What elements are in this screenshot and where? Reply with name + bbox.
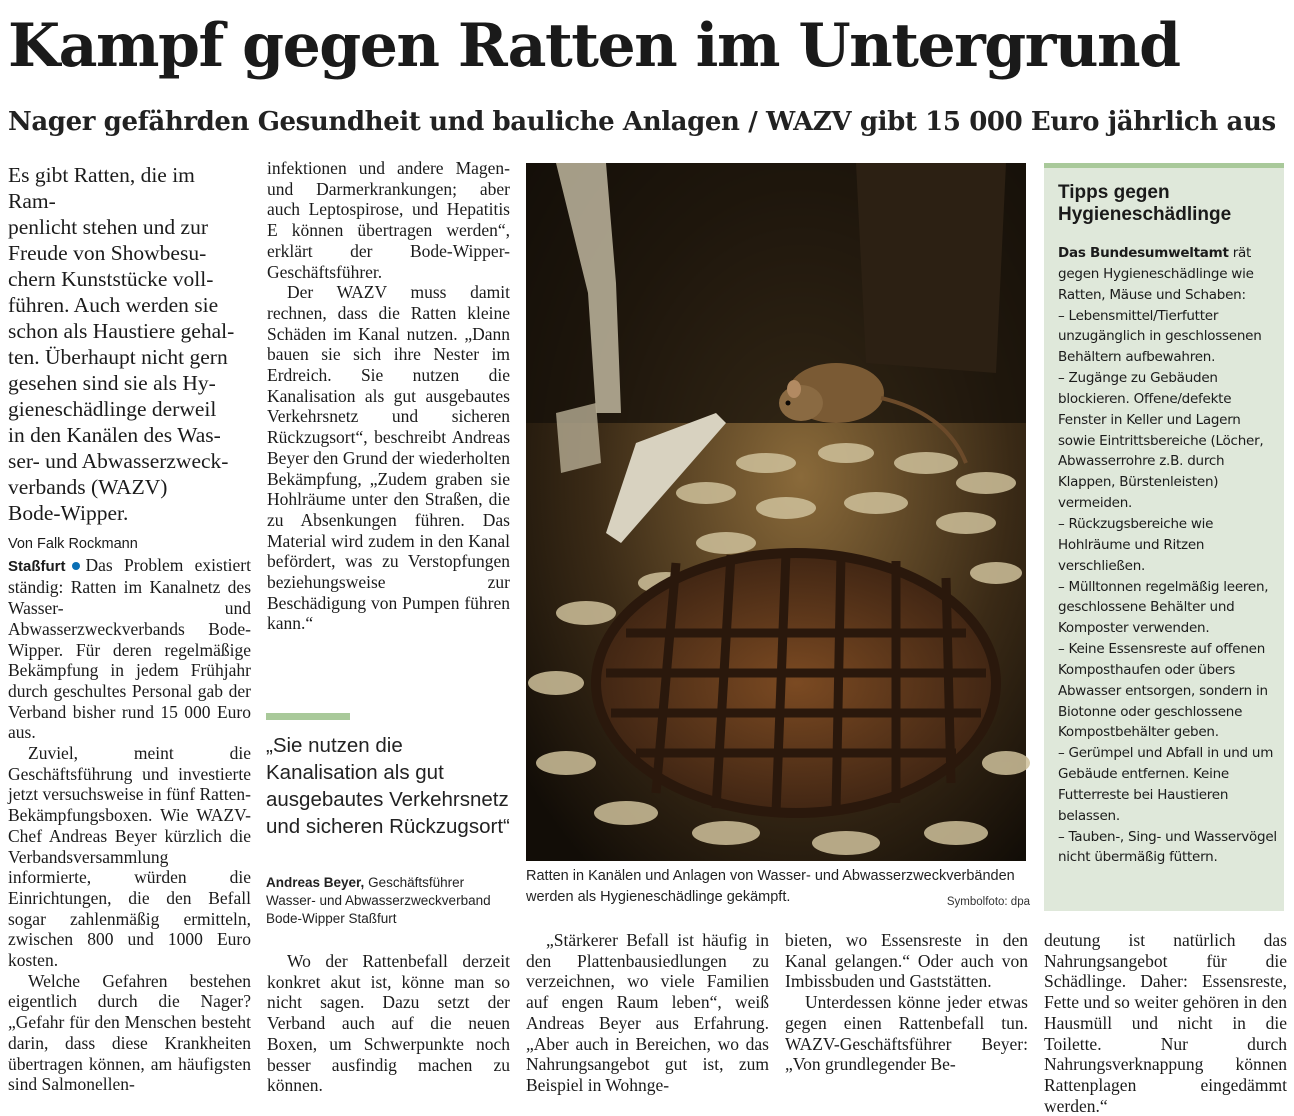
paragraph-text: bieten, wo Essensreste in den Kanal gelangen.“ Oder auch von Imbissbuden und Gaststätten. [785, 930, 1028, 992]
article-column-2-bottom [267, 951, 510, 1101]
article-column-1 [8, 534, 251, 1100]
headline: Kampf gegen Ratten im Untergrund [8, 11, 1180, 81]
article-paragraph [526, 930, 769, 1096]
article-paragraph [267, 282, 510, 634]
pullquote-accent-bar [266, 713, 350, 720]
tips-box-title: Tipps gegen Hygieneschädlinge [1058, 182, 1232, 225]
tips-list-item: – Mülltonnen regelmäßig leeren, geschlossene Behälter und Komposter verwenden. [1058, 578, 1269, 637]
paragraph-text: Das Problem existiert ständig: Ratten im Kanalnetz des Wasser- und Abwasserzweckverbands Bode-Wipper. Für deren regelmäßige Bekämpfung in jedem Frühjahr durch geschultes Personal gab der Verband bisher rund 15 000 Euro aus. [8, 554, 251, 743]
article-paragraph [8, 743, 251, 971]
pullquote-role: Geschäftsführer Wasser- und Abwasserzweckverband Bode-Wipper Staßfurt [266, 875, 491, 926]
subheadline: Nager gefährden Gesundheit und bauliche Anlagen / WAZV gibt 15 000 Euro jährlich aus [8, 107, 1276, 137]
lead-line: ser- und Abwasserzweck- [8, 449, 229, 473]
tips-list-item: – Lebensmittel/Tierfutter unzugänglich in geschlossenen Behältern aufbewahren. [1058, 307, 1262, 366]
paragraph-text: „Stärkerer Befall ist häufig in den Plattenbausiedlungen zu verzeichnen, wo viele Familien auf engen Raum leben“, weiß Andreas Beyer aus Erfahrung. „Aber auch in Bereichen, wo das Nahrungsangebot gut ist, zum Beispiel in Wohnge- [526, 930, 769, 1095]
byline: Von Falk Rockmann [8, 536, 138, 552]
article-column-2-top [267, 158, 510, 664]
lead-line: verbands (WAZV) [8, 475, 168, 499]
lead-line: gieneschädlinge derweil [8, 397, 217, 421]
paragraph-text: Welche Gefahren bestehen eigentlich durch die Nager? „Gefahr für den Menschen besteht darin, dass diese Krankheiten übertragen können, am häufigsten sind Salmonellen- [8, 970, 251, 1095]
tips-list-item: – Rückzugsbereiche wie Hohlräume und Ritzen verschließen. [1058, 515, 1214, 574]
lead-line: führen. Auch werden sie [8, 293, 219, 317]
paragraph-text: Wo der Rattenbefall derzeit konkret akut ist, könne man so nicht sagen. Dazu setzt der Verband auch auf die neuen Boxen, um Schwerpunkte noch besser ausfindig machen zu können. [267, 951, 510, 1096]
column-1-text [8, 555, 251, 1095]
lead-line: Freude von Showbesu- [8, 241, 207, 265]
paragraph-text: Der WAZV muss damit rechnen, dass die Ratten kleine Schäden im Kanal nutzen. „Dann bauen sie sich ihre Nester im Erdreich. Sie nutzen die Kanalisation als gut ausgebautes Verkehrsnetz und sicheren Rückzugsort“, beschreibt Andreas Beyer den Grund der wiederholten Bekämpfung, „Zudem graben sie Hohlräume unter den Straßen, die zu Absenkungen führen. Das Material wird zudem in den Kanal befördert, was zu Verstopfungen beziehungsweise zur Beschädigung von Pumpen führen kann.“ [267, 282, 510, 634]
tips-intro-text: rät gegen Hygieneschädlinge wie Ratten, Mäuse und Schaben: [1058, 245, 1254, 303]
paragraph-text: Zuviel, meint die Geschäftsführung und investierte jetzt versuchsweise in fünf Ratten-Bekämpfungsboxen. Wie WAZV-Chef Andreas Beyer kürzlich die Verbandsversammlung informierte, würden die Einrichtungen, die den Befall sogar zahlenmäßig ermitteln, zwischen 800 und 1000 Euro kosten. [8, 743, 251, 971]
photo-caption: Ratten in Kanälen und Anlagen von Wasser- und Abwasserzweckverbänden werden als Hygieneschädlinge gekämpft. [526, 868, 1015, 905]
article-paragraph [785, 992, 1028, 1075]
tips-list-item: – Keine Essensreste auf offenen Komposthaufen oder übers Abwasser entsorgen, sondern in Biotonne oder geschlossene Kompostbehälter geben. [1058, 641, 1268, 741]
tips-list [1058, 306, 1280, 869]
article-paragraph [785, 930, 1028, 992]
paragraph-text: infektionen und andere Magen- und Darmerkrankungen; aber auch Leptospirose, und Hepatitis E können übertragen werden“, erklärt der Bode-Wipper-Geschäftsführer. [267, 158, 510, 282]
paragraph-text: Unterdessen könne jeder etwas gegen einen Rattenbefall tun. WAZV-Geschäftsführer Beyer: „Von grundlegender Be- [785, 992, 1028, 1075]
tips-list-item: – Tauben-, Sing- und Wasservögel nicht übermäßig füttern. [1058, 828, 1277, 866]
rat-on-sewer-grate-image [526, 163, 1026, 861]
dateline-bullet-icon [72, 562, 80, 570]
pullquote-source [266, 874, 516, 930]
tips-intro [1058, 243, 1280, 306]
paragraph-text: deutung ist natürlich das Nahrungsangebot für die Schädlinge. Daher: Essensreste, Fette und so weiter gehören in den Hausmüll und nicht in die Toilette. Nur durch Nahrungsverknappung können Rattenplagen eingedämmt werden.“ [1044, 930, 1287, 1116]
article-paragraph [267, 951, 510, 1096]
lead-line: in den Kanälen des Was- [8, 423, 221, 447]
article-column-4 [785, 930, 1028, 1100]
lead-line: ten. Überhaupt nicht gern [8, 345, 228, 369]
lead-line: penlicht stehen und zur [8, 215, 209, 239]
tips-list-item: – Zugänge zu Gebäuden blockieren. Offene/defekte Fenster in Keller und Lagern sowie Eintrittsbereiche (Löcher, Abwasserrohre z.B. durch Klappen, Bürstenleisten) vermeiden. [1058, 370, 1264, 512]
photo-credit: Symbolfoto: dpa [946, 896, 1030, 908]
tips-box-accent-bar [1044, 163, 1284, 168]
pullquote-text: „Sie nutzen die Kanalisation als gut ausgebautes Verkehrsnetz und sicheren Rückzugsort“ [266, 734, 510, 838]
tips-box-body [1058, 243, 1280, 903]
lead-line: Es gibt Ratten, die im Ram- [8, 163, 195, 213]
lead-line: gesehen sind sie als Hy- [8, 371, 216, 395]
tips-intro-source: Das Bundesumweltamt [1058, 245, 1229, 261]
article-paragraph [8, 971, 251, 1095]
lead-paragraph [8, 162, 240, 525]
lead-line: Bode-Wipper. [8, 501, 129, 525]
dateline: Staßfurt [8, 557, 66, 575]
article-column-3 [526, 930, 769, 1100]
sewer-rat-photo [526, 163, 1026, 861]
tips-box [1044, 163, 1284, 911]
lead-line: schon als Haustiere gehal- [8, 319, 235, 343]
pullquote-speaker: Andreas Beyer, [266, 875, 365, 890]
article-column-5 [1044, 930, 1287, 1116]
article-paragraph [1044, 930, 1287, 1116]
lead-line: chern Kunststücke voll- [8, 267, 214, 291]
tips-list-item: – Gerümpel und Abfall in und um Gebäude entfernen. Keine Futterreste bei Haustieren belassen. [1058, 745, 1274, 824]
article-paragraph [267, 158, 510, 282]
article-paragraph [8, 555, 251, 743]
